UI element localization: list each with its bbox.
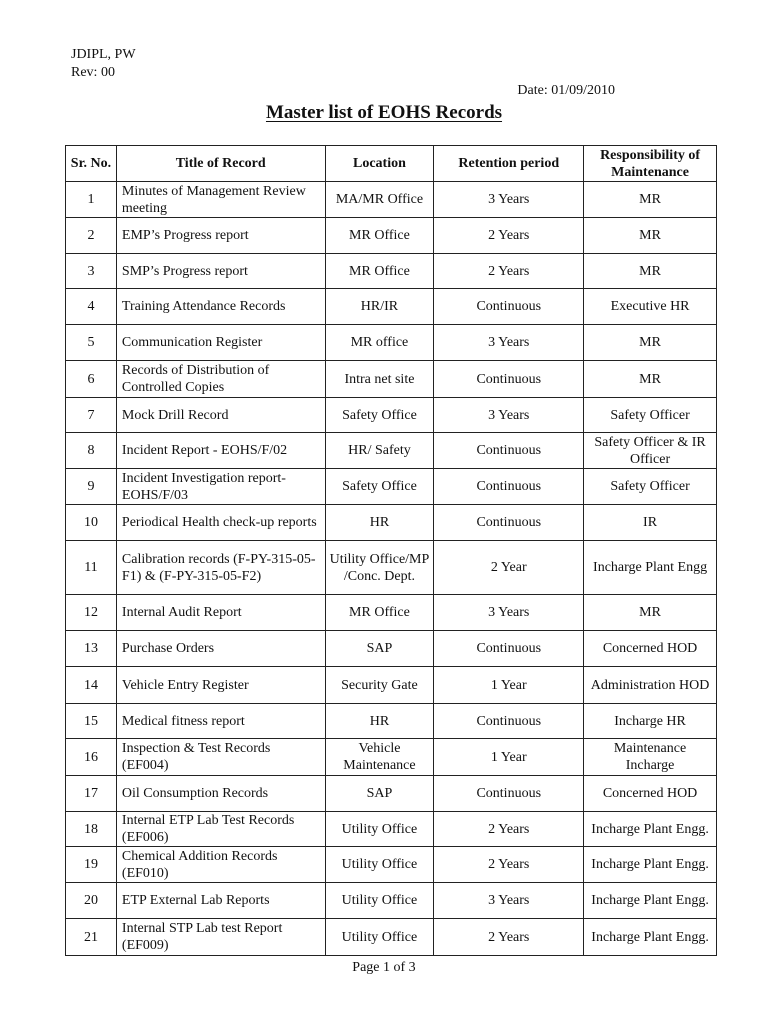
cell-responsibility: Safety Officer bbox=[584, 469, 717, 505]
cell-location: HR bbox=[325, 704, 434, 739]
cell-retention-period: 1 Year bbox=[434, 667, 584, 704]
table-row bbox=[66, 631, 717, 667]
cell-retention-period: 3 Years bbox=[434, 398, 584, 433]
cell-record-title: EMP’s Progress report bbox=[116, 218, 325, 254]
cell-retention-period: 1 Year bbox=[434, 739, 584, 776]
cell-record-title: Internal Audit Report bbox=[116, 595, 325, 631]
cell-location: Utility Office bbox=[325, 812, 434, 847]
cell-retention-period: 2 Years bbox=[434, 919, 584, 956]
cell-record-title: Incident Report - EOHS/F/02 bbox=[116, 433, 325, 469]
cell-location: SAP bbox=[325, 776, 434, 812]
cell-sr-no: 1 bbox=[66, 182, 117, 218]
cell-responsibility: Administration HOD bbox=[584, 667, 717, 704]
cell-sr-no: 21 bbox=[66, 919, 117, 956]
table-row bbox=[66, 812, 717, 847]
cell-retention-period: 2 Year bbox=[434, 541, 584, 595]
cell-responsibility: Incharge Plant Engg. bbox=[584, 919, 717, 956]
cell-location: Safety Office bbox=[325, 469, 434, 505]
cell-sr-no: 18 bbox=[66, 812, 117, 847]
cell-location: HR/ Safety bbox=[325, 433, 434, 469]
col-header-responsibility: Responsibility of Maintenance bbox=[584, 146, 717, 182]
cell-location: MR office bbox=[325, 325, 434, 361]
table-row bbox=[66, 704, 717, 739]
table-row bbox=[66, 776, 717, 812]
cell-retention-period: Continuous bbox=[434, 289, 584, 325]
cell-record-title: SMP’s Progress report bbox=[116, 254, 325, 289]
cell-record-title: Internal STP Lab test Report (EF009) bbox=[116, 919, 325, 956]
cell-retention-period: 3 Years bbox=[434, 595, 584, 631]
cell-retention-period: Continuous bbox=[434, 505, 584, 541]
cell-location: Utility Office/MP /Conc. Dept. bbox=[325, 541, 434, 595]
cell-record-title: Minutes of Management Review meeting bbox=[116, 182, 325, 218]
table-row bbox=[66, 433, 717, 469]
table-row bbox=[66, 469, 717, 505]
cell-sr-no: 9 bbox=[66, 469, 117, 505]
cell-location: Utility Office bbox=[325, 883, 434, 919]
cell-responsibility: MR bbox=[584, 182, 717, 218]
cell-responsibility: MR bbox=[584, 361, 717, 398]
cell-sr-no: 10 bbox=[66, 505, 117, 541]
cell-retention-period: 3 Years bbox=[434, 883, 584, 919]
cell-responsibility: MR bbox=[584, 325, 717, 361]
cell-record-title: Medical fitness report bbox=[116, 704, 325, 739]
cell-sr-no: 14 bbox=[66, 667, 117, 704]
table-row bbox=[66, 398, 717, 433]
cell-responsibility: Maintenance Incharge bbox=[584, 739, 717, 776]
col-header-retention: Retention period bbox=[434, 146, 584, 182]
table-row bbox=[66, 919, 717, 956]
records-table bbox=[65, 145, 717, 956]
cell-record-title: Mock Drill Record bbox=[116, 398, 325, 433]
cell-location: Intra net site bbox=[325, 361, 434, 398]
cell-sr-no: 15 bbox=[66, 704, 117, 739]
cell-retention-period: 2 Years bbox=[434, 847, 584, 883]
cell-sr-no: 7 bbox=[66, 398, 117, 433]
cell-location: HR bbox=[325, 505, 434, 541]
table-row bbox=[66, 505, 717, 541]
table-row bbox=[66, 325, 717, 361]
cell-record-title: Oil Consumption Records bbox=[116, 776, 325, 812]
cell-record-title: Training Attendance Records bbox=[116, 289, 325, 325]
table-header-row bbox=[66, 146, 717, 182]
cell-responsibility: Executive HR bbox=[584, 289, 717, 325]
table-row bbox=[66, 361, 717, 398]
cell-sr-no: 17 bbox=[66, 776, 117, 812]
col-header-sr-no: Sr. No. bbox=[66, 146, 117, 182]
cell-location: Security Gate bbox=[325, 667, 434, 704]
cell-sr-no: 20 bbox=[66, 883, 117, 919]
table-row bbox=[66, 182, 717, 218]
cell-retention-period: Continuous bbox=[434, 631, 584, 667]
cell-record-title: Purchase Orders bbox=[116, 631, 325, 667]
cell-retention-period: Continuous bbox=[434, 776, 584, 812]
cell-retention-period: 3 Years bbox=[434, 182, 584, 218]
cell-record-title: Records of Distribution of Controlled Copies bbox=[116, 361, 325, 398]
cell-responsibility: MR bbox=[584, 254, 717, 289]
table-row bbox=[66, 254, 717, 289]
cell-retention-period: Continuous bbox=[434, 433, 584, 469]
table-row bbox=[66, 595, 717, 631]
cell-record-title: Vehicle Entry Register bbox=[116, 667, 325, 704]
cell-sr-no: 11 bbox=[66, 541, 117, 595]
cell-record-title: Inspection & Test Records (EF004) bbox=[116, 739, 325, 776]
cell-record-title: Chemical Addition Records (EF010) bbox=[116, 847, 325, 883]
cell-location: Vehicle Maintenance bbox=[325, 739, 434, 776]
col-header-location: Location bbox=[325, 146, 434, 182]
cell-responsibility: Incharge Plant Engg. bbox=[584, 883, 717, 919]
cell-responsibility: Concerned HOD bbox=[584, 776, 717, 812]
cell-location: MR Office bbox=[325, 218, 434, 254]
cell-responsibility: Concerned HOD bbox=[584, 631, 717, 667]
cell-retention-period: 2 Years bbox=[434, 218, 584, 254]
cell-sr-no: 8 bbox=[66, 433, 117, 469]
cell-location: MR Office bbox=[325, 595, 434, 631]
col-header-title: Title of Record bbox=[116, 146, 325, 182]
cell-sr-no: 16 bbox=[66, 739, 117, 776]
cell-sr-no: 4 bbox=[66, 289, 117, 325]
cell-retention-period: 2 Years bbox=[434, 812, 584, 847]
cell-location: SAP bbox=[325, 631, 434, 667]
cell-sr-no: 6 bbox=[66, 361, 117, 398]
cell-sr-no: 3 bbox=[66, 254, 117, 289]
cell-record-title: Incident Investigation report-EOHS/F/03 bbox=[116, 469, 325, 505]
cell-record-title: Calibration records (F-PY-315-05-F1) & (F-PY-315-05-F2) bbox=[116, 541, 325, 595]
cell-sr-no: 19 bbox=[66, 847, 117, 883]
cell-responsibility: Incharge Plant Engg. bbox=[584, 847, 717, 883]
cell-responsibility: Safety Officer & IR Officer bbox=[584, 433, 717, 469]
cell-responsibility: MR bbox=[584, 595, 717, 631]
table-row bbox=[66, 541, 717, 595]
page-title: Master list of EOHS Records bbox=[265, 102, 503, 123]
table-row bbox=[66, 847, 717, 883]
cell-responsibility: Incharge Plant Engg. bbox=[584, 812, 717, 847]
cell-location: MA/MR Office bbox=[325, 182, 434, 218]
cell-retention-period: 3 Years bbox=[434, 325, 584, 361]
cell-responsibility: Safety Officer bbox=[584, 398, 717, 433]
cell-retention-period: Continuous bbox=[434, 469, 584, 505]
cell-retention-period: 2 Years bbox=[434, 254, 584, 289]
cell-responsibility: Incharge HR bbox=[584, 704, 717, 739]
cell-location: HR/IR bbox=[325, 289, 434, 325]
cell-retention-period: Continuous bbox=[434, 704, 584, 739]
table-row bbox=[66, 218, 717, 254]
cell-record-title: Communication Register bbox=[116, 325, 325, 361]
table-row bbox=[66, 667, 717, 704]
cell-record-title: ETP External Lab Reports bbox=[116, 883, 325, 919]
cell-sr-no: 13 bbox=[66, 631, 117, 667]
company-name: JDIPL, PW bbox=[71, 47, 136, 62]
revision-label: Rev: 00 bbox=[71, 65, 115, 80]
cell-responsibility: Incharge Plant Engg bbox=[584, 541, 717, 595]
table-row bbox=[66, 289, 717, 325]
cell-sr-no: 12 bbox=[66, 595, 117, 631]
table-row bbox=[66, 883, 717, 919]
cell-responsibility: MR bbox=[584, 218, 717, 254]
cell-location: MR Office bbox=[325, 254, 434, 289]
document-date: Date: 01/09/2010 bbox=[517, 83, 615, 98]
cell-sr-no: 5 bbox=[66, 325, 117, 361]
cell-record-title: Periodical Health check-up reports bbox=[116, 505, 325, 541]
cell-responsibility: IR bbox=[584, 505, 717, 541]
cell-location: Safety Office bbox=[325, 398, 434, 433]
cell-location: Utility Office bbox=[325, 847, 434, 883]
cell-sr-no: 2 bbox=[66, 218, 117, 254]
cell-retention-period: Continuous bbox=[434, 361, 584, 398]
table-body bbox=[66, 182, 717, 956]
cell-location: Utility Office bbox=[325, 919, 434, 956]
table-row bbox=[66, 739, 717, 776]
page-number: Page 1 of 3 bbox=[352, 960, 416, 975]
cell-record-title: Internal ETP Lab Test Records (EF006) bbox=[116, 812, 325, 847]
